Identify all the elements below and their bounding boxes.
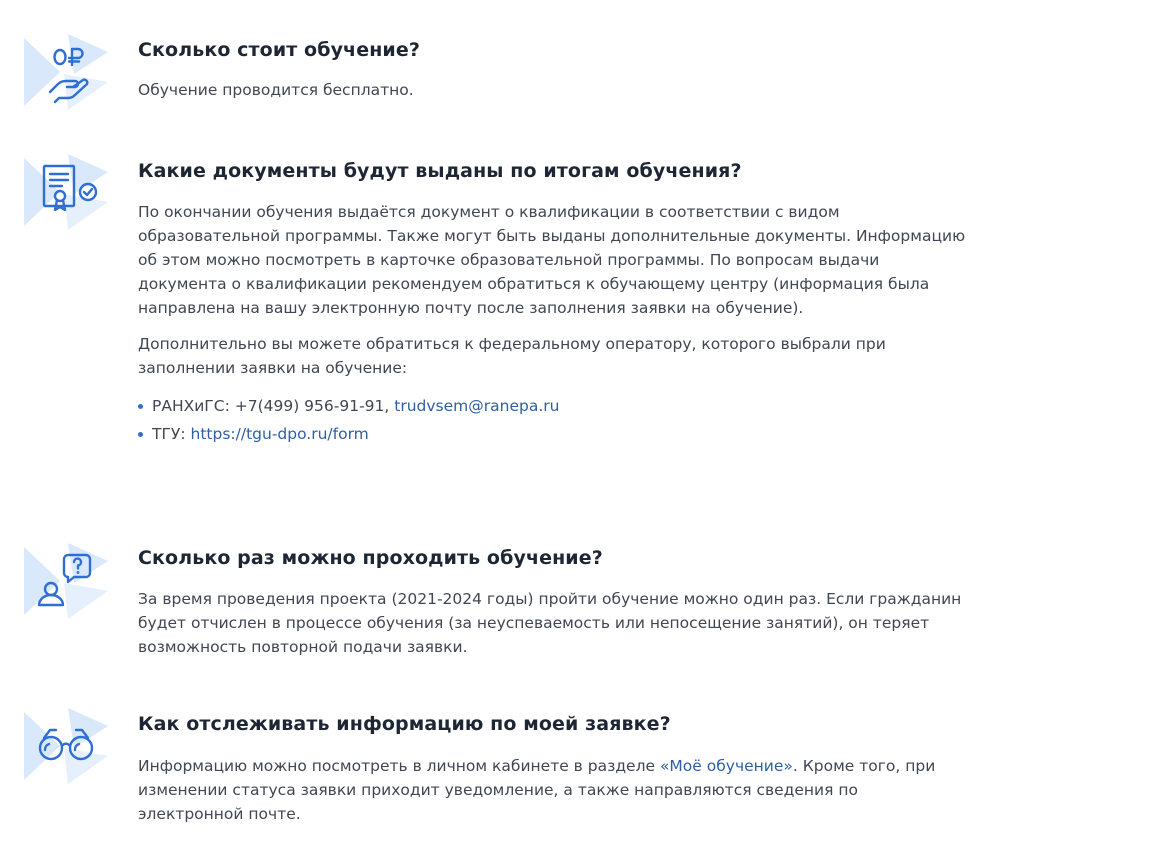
question-title: Сколько раз можно проходить обучение? bbox=[138, 547, 603, 569]
list-item bbox=[138, 392, 968, 420]
answer-text: По окончании обучения выдаётся документ о квалификации в соответствии с видом образовательной программы. Также могут быть выданы дополнительные документы. Информацию об этом можно посмотреть в карточке образовательной программы. По вопросам выдачи документа о квалификации рекомендуем обратиться к обучающему центру (информация была направлена на вашу электронную почту после заполнения заявки на обучение). bbox=[138, 203, 966, 317]
question-title: Какие документы будут выданы по итогам обучения? bbox=[138, 160, 742, 182]
hand-coins-icon bbox=[24, 34, 108, 110]
answer-text: Обучение проводится бесплатно. bbox=[138, 81, 414, 99]
my-learning-link[interactable]: «Моё обучение» bbox=[659, 757, 793, 775]
operator-contact-list bbox=[138, 392, 968, 448]
answer-text: Дополнительно вы можете обратиться к федеральному оператору, которого выбрали при заполнении заявки на обучение: bbox=[138, 335, 886, 377]
answer-text-end: . Кроме того, при изменении статуса заявки приходит уведомление, а также направляются сведения по электронной почте. bbox=[138, 757, 936, 823]
faq-content bbox=[138, 37, 968, 102]
faq-content bbox=[138, 545, 968, 659]
url-link[interactable]: https://tgu-dpo.ru/form bbox=[190, 425, 369, 443]
answer-text: За время проведения проекта (2021-2024 годы) пройти обучение можно один раз. Если гражданин будет отчислен в процессе обучения (за неуспеваемость или непосещение занятий), он теряет возможность повторной подачи заявки. bbox=[138, 590, 962, 656]
list-item bbox=[138, 420, 968, 448]
binoculars-icon bbox=[24, 708, 108, 784]
faq-content bbox=[138, 158, 968, 448]
answer-text bbox=[138, 754, 968, 826]
contact-prefix: РАНХиГС: +7(499) 956-91-91, bbox=[152, 397, 395, 415]
contact-prefix: ТГУ: bbox=[152, 425, 191, 443]
bullet-icon bbox=[138, 404, 143, 409]
person-question-icon bbox=[24, 543, 108, 619]
answer-text-start: Информацию можно посмотреть в личном кабинете в разделе bbox=[138, 757, 660, 775]
question-title: Как отслеживать информацию по моей заявке? bbox=[138, 713, 671, 735]
email-link[interactable]: trudvsem@ranepa.ru bbox=[394, 397, 560, 415]
faq-content bbox=[138, 711, 968, 826]
question-title: Сколько стоит обучение? bbox=[138, 39, 420, 61]
bullet-icon bbox=[138, 432, 143, 437]
certificate-check-icon bbox=[24, 154, 108, 230]
